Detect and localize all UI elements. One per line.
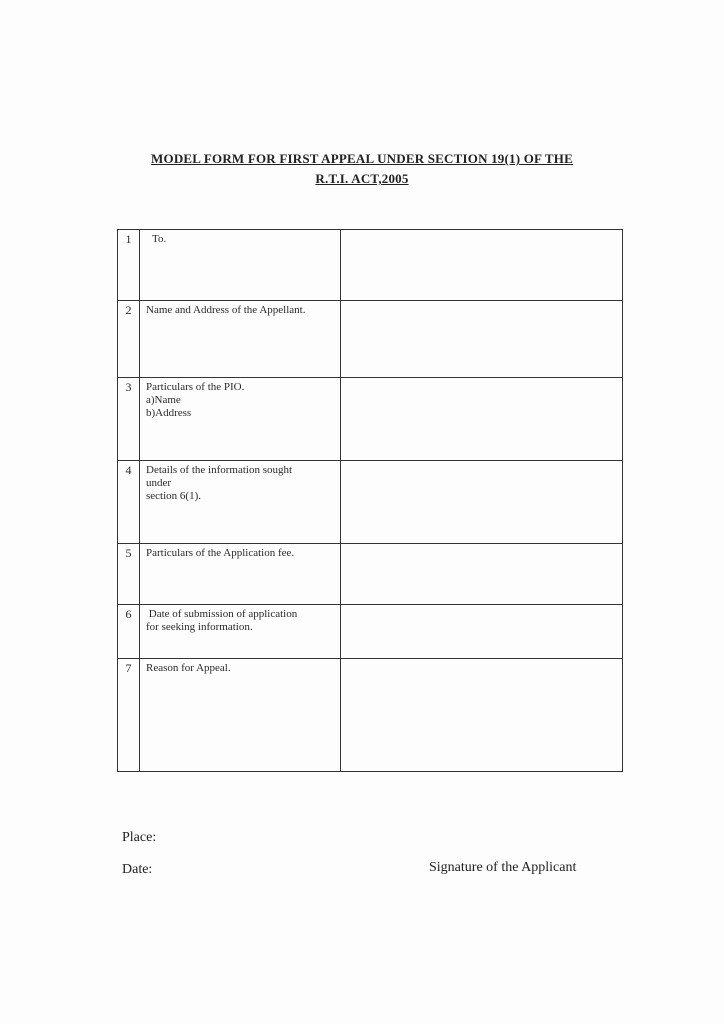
row-number: 5	[118, 544, 140, 605]
signature-label: Signature of the Applicant	[429, 860, 577, 875]
row-label	[140, 461, 341, 544]
form-row-reason	[118, 659, 623, 772]
fee-value-field[interactable]	[341, 544, 623, 605]
label-line: Particulars of the Application fee.	[146, 547, 295, 559]
label-line: section 6(1).	[146, 490, 201, 502]
label-line: Details of the information sought	[146, 464, 293, 476]
form-row-information	[118, 461, 623, 544]
submission-date-value-field[interactable]	[341, 605, 623, 659]
date-label: Date:	[122, 862, 153, 877]
place-label: Place:	[122, 830, 157, 845]
form-row-fee	[118, 544, 623, 605]
row-label	[140, 301, 341, 378]
row-label	[140, 544, 341, 605]
label-line: Reason for Appeal.	[146, 662, 231, 674]
label-line: under	[146, 477, 172, 489]
label-line: Particulars of the PIO.	[146, 381, 245, 393]
label-line: To.	[152, 233, 167, 245]
row-label	[140, 659, 341, 772]
row-number: 7	[118, 659, 140, 772]
row-number: 1	[118, 230, 140, 301]
form-row-pio	[118, 378, 623, 461]
row-number: 6	[118, 605, 140, 659]
label-line: b)Address	[146, 407, 192, 419]
pio-value-field[interactable]	[341, 378, 623, 461]
appeal-form-table	[117, 229, 623, 772]
row-number: 2	[118, 301, 140, 378]
label-line: a)Name	[146, 394, 181, 406]
label-line: Date of submission of application	[146, 608, 298, 620]
label-line: for seeking information.	[146, 621, 253, 633]
reason-value-field[interactable]	[341, 659, 623, 772]
information-value-field[interactable]	[341, 461, 623, 544]
form-title-line-2: R.T.I. ACT,2005	[315, 171, 409, 186]
row-label	[140, 230, 341, 301]
appellant-value-field[interactable]	[341, 301, 623, 378]
form-title-line-1: MODEL FORM FOR FIRST APPEAL UNDER SECTION 19(1) OF THE	[151, 151, 573, 166]
form-row-submission-date	[118, 605, 623, 659]
label-line: Name and Address of the Appellant.	[146, 304, 306, 316]
row-number: 4	[118, 461, 140, 544]
form-row-to	[118, 230, 623, 301]
row-label	[140, 378, 341, 461]
form-row-appellant	[118, 301, 623, 378]
to-value-field[interactable]	[341, 230, 623, 301]
row-number: 3	[118, 378, 140, 461]
row-label	[140, 605, 341, 659]
